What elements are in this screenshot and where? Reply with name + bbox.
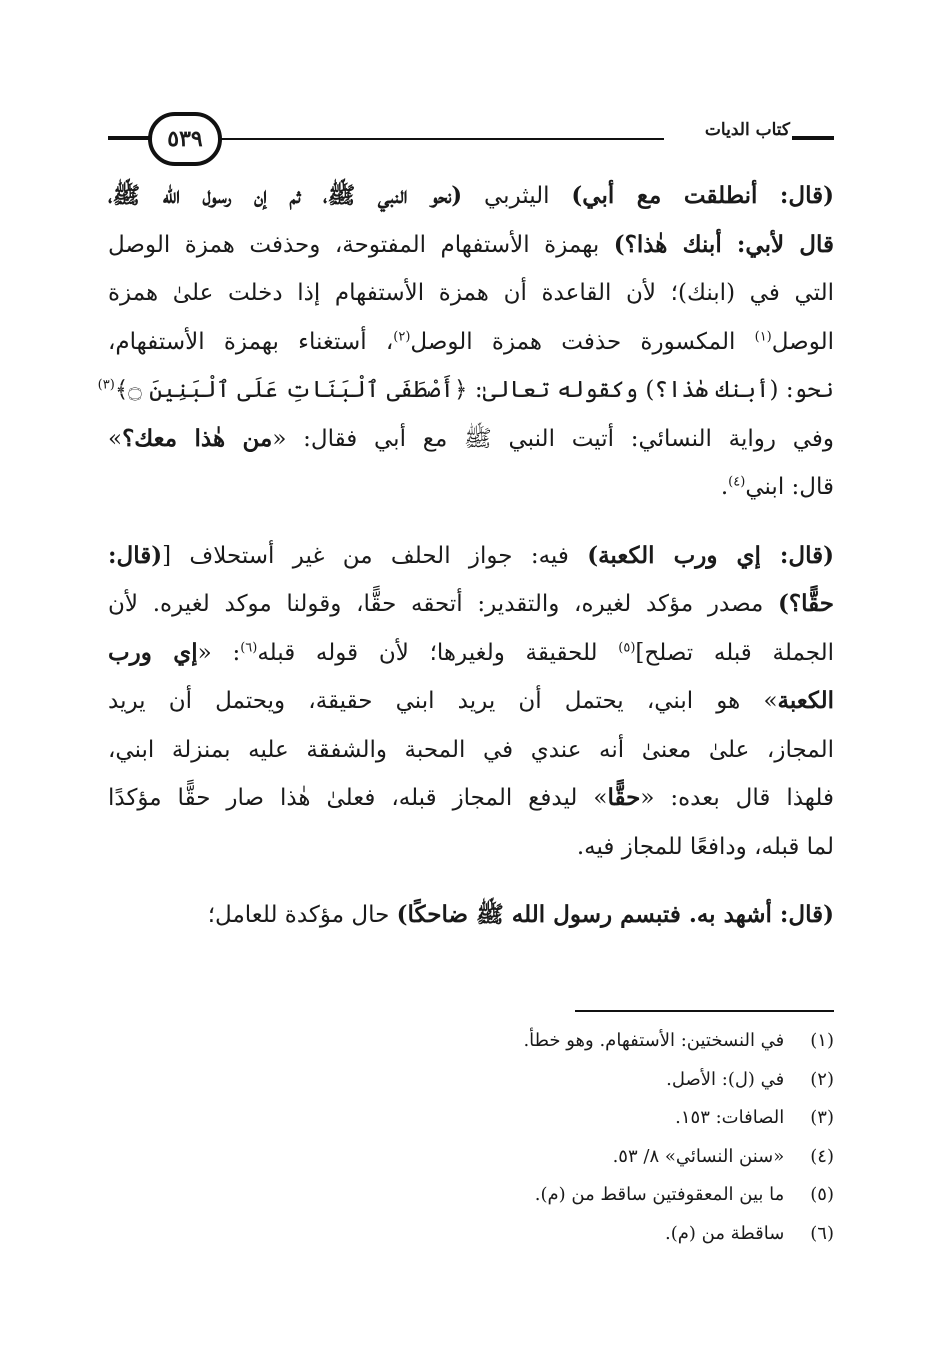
footnote (108, 1176, 834, 1215)
paragraph-gap (108, 512, 834, 532)
header-rule-right (792, 136, 834, 140)
footnote (108, 1215, 834, 1254)
text-line: المجاز، علىٰ معنىٰ أنه عندي في المحبة والشفقة عليه بمنزلة ابني، (108, 736, 834, 763)
page-header (108, 108, 834, 168)
paragraph (108, 891, 834, 940)
footnotes (108, 1022, 834, 1253)
text-line: قال: ابني$^{(٤)}$. (720, 474, 834, 500)
text-line: الجملة قبله تصلح]$^{(٥)}$ للحقيقة ولغيرها؛ لأن قوله قبله$^{(٦)}$: «إي ورب (108, 638, 834, 666)
text-line: حقًّا؟) مصدر مؤكد لغيره، والتقدير: أتحقه حقًّا، وقولنا موكد لغيره. لأن (108, 590, 834, 617)
footnote-text: «سنن النسائي» ٨/ ٥٣. (612, 1145, 790, 1167)
footnote-number: (١) (810, 1030, 834, 1051)
footnote-separator (575, 1010, 834, 1012)
header-rule-left (108, 136, 150, 140)
text-line: فلهذا قال بعده: «حقًّا» ليدفع المجاز قبله، فعلىٰ هٰذا صار حقًّا مؤكدًا (108, 784, 834, 811)
page-number: ٥٣٩ (148, 112, 222, 166)
text-line: التي في (ابنك)؛ لأن القاعدة أن همزة الأستفهام إذا دخلت علىٰ همزة (108, 280, 834, 306)
footnote-text: ما بين المعقوفتين ساقط من (م). (534, 1184, 790, 1205)
footnote-number: (٤) (810, 1145, 834, 1167)
text-line: (قال: إي ورب الكعبة) فيه: جواز الحلف من غير أستحلاف [(قال: (108, 541, 834, 569)
footnote (108, 1099, 834, 1138)
footnote (108, 1138, 834, 1177)
text-line: نحو: (أبنك هٰذا؟) وكقوله تعالىٰ: ﴿أَصْطَفَى ٱلْبَنَاتِ عَلَى ٱلْبَنِينَ ۝﴾$^{(٣)}$ (97, 377, 834, 403)
footnote-text: الصافات: ١٥٣. (675, 1107, 790, 1128)
footnote-number: (٢) (810, 1068, 834, 1090)
running-title: كتاب الديات (704, 120, 790, 140)
text-line: الوصل$^{(١)}$ المكسورة حذفت همزة الوصل$^{(٢)}$، أستغناء بهمزة الأستفهام، (108, 328, 834, 355)
footnote (108, 1061, 834, 1100)
body-text (97, 172, 835, 940)
paragraph (97, 172, 835, 512)
text-line: الكعبة» هو ابني، يحتمل أن يريد ابني حقيقة، ويحتمل أن يريد (108, 687, 834, 714)
footnote-text: في (ل): الأصل. (666, 1068, 790, 1090)
text-line: وفي رواية النسائي: أتيت النبي ﷺ مع أبي فقال: «من هٰذا معك؟» (108, 424, 834, 452)
footnote-text: في النسختين: الأستفهام. وهو خطأ. (523, 1030, 790, 1051)
text-line: (قال: أشهد به. فتبسم رسول الله ﷺ ضاحكًا) حال مؤكدة للعامل؛ (207, 901, 834, 928)
paragraph-gap (108, 871, 834, 891)
text-line: لما قبله، ودافعًا للمجاز فيه. (576, 833, 834, 860)
paragraph (108, 532, 834, 872)
footnote-number: (٦) (810, 1222, 834, 1244)
footnote-number: (٥) (810, 1184, 834, 1205)
footnote-text: ساقطة من (م). (664, 1222, 790, 1244)
footnote (108, 1022, 834, 1061)
footnote-number: (٣) (810, 1107, 834, 1128)
header-rule-thin (220, 138, 664, 140)
text-line: (قال: أنطلقت مع أبي) اليثربي (نحو النبي ﷺ، ثم إن رسول الله ﷺ، (108, 182, 835, 209)
text-line: قال لأبي: أبنك هٰذا؟) بهمزة الأستفهام المفتوحة، وحذفت همزة الوصل (108, 230, 835, 258)
